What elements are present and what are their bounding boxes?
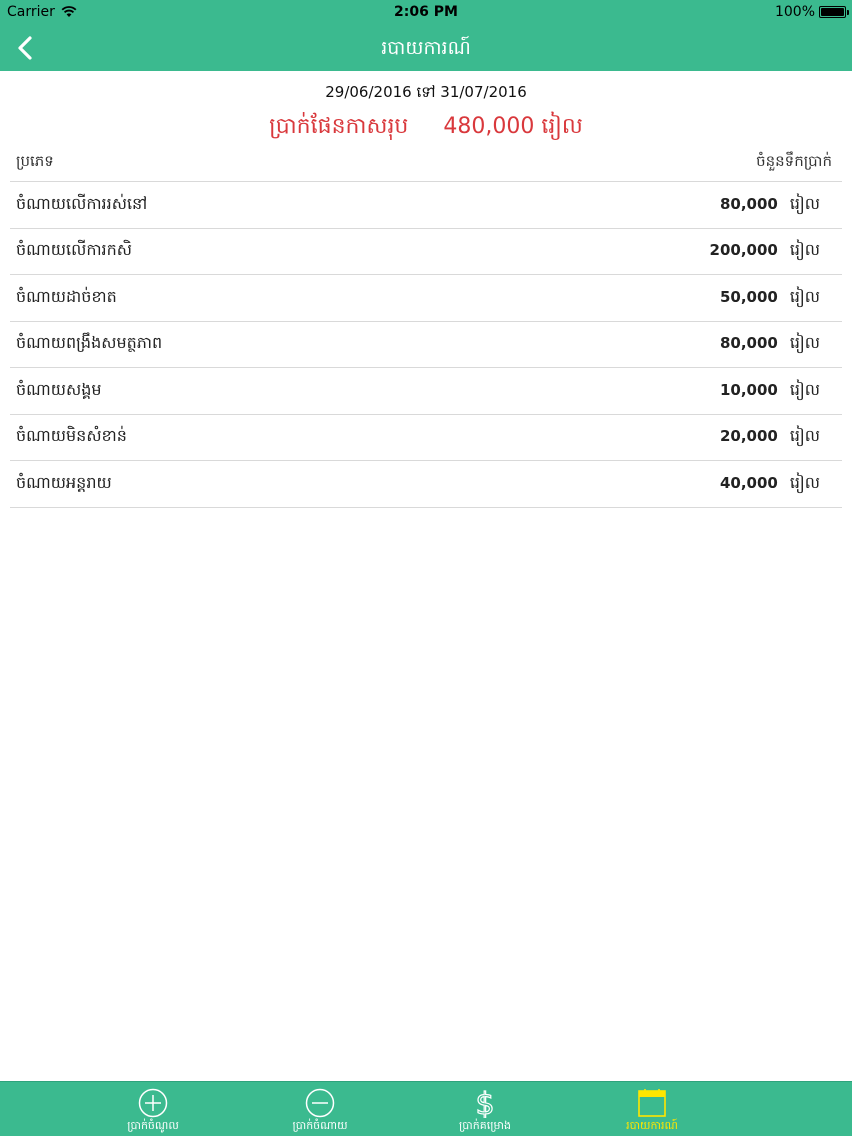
row-unit: រៀល — [789, 193, 820, 213]
row-category: ចំណាយអន្តរាយ — [16, 472, 112, 492]
table-row[interactable] — [10, 275, 842, 322]
row-amount: 80,000 — [719, 194, 778, 213]
row-category: ចំណាយលើការរស់នៅ — [16, 193, 148, 213]
header-amount: ចំនួនទឹកប្រាក់ — [756, 152, 832, 170]
row-value — [720, 332, 820, 356]
tab-budget[interactable] — [425, 1082, 545, 1136]
tab-label: ប្រាក់គម្រោង — [459, 1119, 511, 1132]
top-bar — [0, 0, 852, 71]
tab-label: របាយការណ៍ — [626, 1119, 678, 1132]
tab-bar — [0, 1081, 852, 1136]
row-unit: រៀល — [789, 472, 820, 492]
minus-circle-icon — [305, 1088, 335, 1118]
row-category: ចំណាយសង្គម — [16, 379, 102, 399]
status-bar — [0, 0, 852, 24]
row-amount: 10,000 — [719, 380, 778, 399]
plus-circle-icon — [138, 1088, 168, 1118]
row-value — [710, 239, 820, 263]
status-time: 2:06 PM — [394, 4, 458, 20]
row-unit: រៀល — [789, 426, 820, 446]
page-title: របាយការណ៍ — [381, 37, 471, 59]
table-row[interactable] — [10, 368, 842, 415]
row-amount: 20,000 — [719, 427, 778, 446]
date-range: 29/06/2016 ទៅ 31/07/2016 — [325, 83, 527, 101]
report-table — [10, 145, 842, 508]
svg-text:$: $ — [475, 1088, 495, 1118]
table-row[interactable] — [10, 415, 842, 462]
table-row[interactable] — [10, 229, 842, 276]
carrier-label: Carrier — [7, 4, 55, 20]
battery-percent: 100% — [774, 4, 815, 20]
table-row[interactable] — [10, 182, 842, 229]
row-category: ចំណាយមិនសំខាន់ — [16, 426, 127, 446]
tab-report[interactable] — [592, 1082, 712, 1136]
calendar-icon — [637, 1088, 667, 1118]
battery-icon — [819, 6, 846, 18]
row-unit: រៀល — [789, 333, 820, 353]
total-summary — [0, 112, 852, 144]
total-label: ប្រាក់ផែនកាសរុប — [269, 114, 409, 139]
row-category: ចំណាយពង្រឹងសមត្ថភាព — [16, 333, 163, 353]
header-type: ប្រភេទ — [16, 152, 54, 170]
row-amount: 200,000 — [709, 241, 778, 260]
tab-income[interactable] — [93, 1082, 213, 1136]
dollar-icon — [470, 1088, 500, 1118]
row-value — [720, 379, 820, 403]
row-unit: រៀល — [789, 240, 820, 260]
tab-expense[interactable] — [260, 1082, 380, 1136]
battery-info — [775, 4, 846, 20]
row-value — [720, 425, 820, 449]
row-category: ចំណាយលើការកសិ — [16, 240, 133, 260]
row-category: ចំណាយដាច់ខាត — [16, 286, 117, 306]
tab-label: ប្រាក់ចំណាយ — [292, 1119, 348, 1132]
table-header — [10, 145, 842, 182]
row-value — [720, 193, 820, 217]
total-amount: 480,000 រៀល — [443, 114, 583, 139]
navigation-bar — [0, 24, 852, 71]
row-unit: រៀល — [789, 379, 820, 399]
tab-label: ប្រាក់ចំណូល — [127, 1119, 179, 1132]
row-amount: 50,000 — [719, 287, 778, 306]
row-value — [720, 286, 820, 310]
row-unit: រៀល — [789, 286, 820, 306]
table-row[interactable] — [10, 461, 842, 508]
row-value — [720, 472, 820, 496]
row-amount: 40,000 — [719, 473, 778, 492]
table-row[interactable] — [10, 322, 842, 369]
row-amount: 80,000 — [719, 334, 778, 353]
